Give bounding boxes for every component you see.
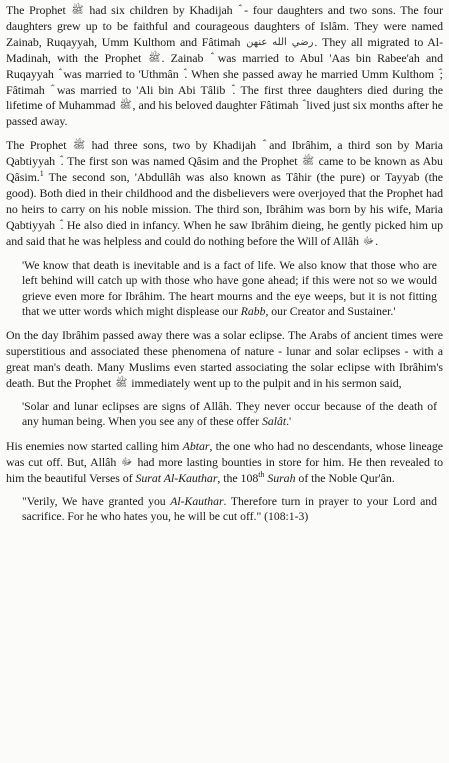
- text-run: had six children by Khadijah: [89, 3, 233, 17]
- italic-term-surah: Surah: [267, 470, 296, 485]
- pbuh-honorific-icon: ﷺ: [115, 377, 128, 389]
- text-run: .: [375, 233, 379, 248]
- text-run: .': [286, 415, 292, 429]
- text-run: of the Noble Qur'ân.: [298, 470, 395, 485]
- paragraph-sons-of-prophet: [6, 138, 443, 249]
- text-run: lived just six months after he passed away.: [6, 98, 443, 129]
- subhanahu-wa-taala-honorific-icon: ﷻ: [362, 235, 375, 247]
- paragraph-al-kauthar: [6, 439, 443, 487]
- pbuh-honorific-icon: ﷺ: [119, 100, 132, 112]
- paragraph-children-of-khadijah: [6, 3, 443, 130]
- text-run: . The first three daughters died during the lifetime of Muhammad: [6, 82, 443, 113]
- italic-term-al-kauthar: Al-Kauthar: [170, 494, 224, 508]
- italic-term-abtar: Abtar: [182, 438, 210, 453]
- text-run: , our Creator and Sustainer.': [265, 305, 396, 319]
- text-run: , the 108: [217, 470, 259, 485]
- text-run: . When she passed away he married Umm Kulthom: [184, 66, 434, 81]
- text-run: was married to Abul 'Aas bin Rabee'ah and Ruqayyah: [6, 50, 443, 81]
- text-run: 'Solar and lunar eclipses are signs of Allâh. They never occur because of the death of any human being. When you see any of these offer: [22, 399, 437, 429]
- quote-surah-kauthar: [22, 494, 437, 525]
- text-run: was married to 'Uthmân: [63, 66, 179, 81]
- text-run: , and his beloved daughter Fâtimah: [132, 98, 299, 113]
- text-run: On the day Ibrâhim passed away there was a solar eclipse. The Arabs of ancient times were superstitious and associated these phenomena of nature - lunar and solar eclipses - with a great man's death. Many Muslims even started associating the solar eclipse with Ibrâhim's death. But the Prophet: [6, 327, 443, 390]
- pbuh-honorific-icon: ﷺ: [72, 140, 86, 152]
- text-run: had three sons, two by Khadijah: [91, 138, 257, 153]
- ordinal-suffix: th: [258, 469, 265, 479]
- text-run: ; Fâtimah: [6, 66, 443, 97]
- text-run: . They all migrated to Al-Madinah, with the Prophet: [6, 34, 443, 65]
- text-run: . Therefore turn in prayer to your Lord and sacrifice. For he who hates you, he will be cut off." (108:1-3): [22, 494, 437, 524]
- radiallahu-anhunna-honorific-icon: رضي الله عنهن: [246, 36, 314, 48]
- pbuh-honorific-icon: ﷺ: [71, 5, 84, 16]
- text-run: . He also died in infancy. When he saw Ibrâhim dieing, he gently picked him up and said that he was helpless and could do nothing before the Will of Allâh: [6, 217, 443, 248]
- text-run: . The first son was named Qâsim and the Prophet: [60, 154, 298, 169]
- pbuh-honorific-icon: ﷺ: [301, 156, 315, 168]
- quote-prophet-on-death: [22, 258, 437, 320]
- text-run: was married to 'Ali bin Abi Tâlib: [56, 82, 226, 97]
- pbuh-honorific-icon: ﷺ: [148, 52, 161, 64]
- text-run: "Verily, We have granted you: [22, 494, 166, 508]
- text-run: His enemies now started calling him: [6, 438, 180, 453]
- text-run: . Zainab: [161, 50, 204, 65]
- quote-eclipse-sermon: [22, 399, 437, 430]
- text-run: immediately went up to the pulpit and in his sermon said,: [131, 375, 402, 390]
- footnote-marker[interactable]: 1: [39, 169, 44, 179]
- text-run: The Prophet: [6, 138, 67, 153]
- italic-term-surat-al-kauthar: Surat Al-Kauthar: [135, 470, 218, 485]
- italic-term-rabb: Rabb: [240, 305, 266, 319]
- text-run: and Ibrâhim, a third son by Maria Qabtiyyah: [6, 138, 443, 169]
- text-run: came to be known as Abu Qâsim.: [6, 154, 443, 185]
- text-run: 'We know that death is inevitable and is a fact of life. We also know that those who are left behind will catch up with those who have gone ahead; if this were not so we would grieve even more for Ibrâhim. The heart mourns and the eye weeps, but it is not fitting that we utter words which might displease our: [22, 258, 437, 319]
- text-run: - four daughters and two sons. The four daughters grew up to be faithful and courageous daughters of Islâm. They were named Zainab, Ruqayyah, Umm Kulthom and Fâtimah: [6, 3, 443, 49]
- subhanahu-wa-taala-honorific-icon: ﷻ: [121, 456, 133, 468]
- text-run: The second son, 'Abdullâh was also known as Tâhir (the pure) or Tayyab (the good). Both died in their childhood and the disbelievers were overjoyed that the Prophet had no heirs to carry on his noble mission. The third son, Ibrâhim was born by his wife, Maria Qabtiyyah: [6, 170, 443, 232]
- paragraph-solar-eclipse: [6, 328, 443, 392]
- text-run: had more lasting bounties in store for him. He then revealed to him the beautiful Verses of: [6, 454, 443, 485]
- text-run: The Prophet: [6, 3, 66, 17]
- text-run: , the one who had no descendants, whose lineage was cut off. But, Allâh: [6, 438, 443, 469]
- italic-term-salat: Salât: [262, 415, 287, 429]
